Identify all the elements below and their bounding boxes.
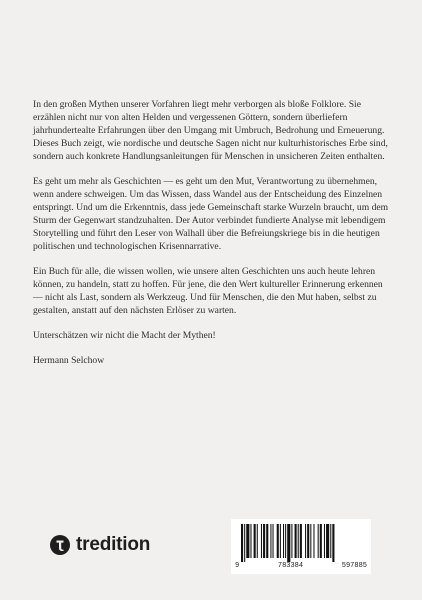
publisher-logo (50, 534, 150, 556)
barcode-bar (287, 524, 290, 562)
barcode-digits (235, 562, 367, 570)
barcode-bar (244, 524, 245, 562)
barcode-bar (270, 524, 271, 558)
blurb-paragraph-1: In den großen Mythen unserer Vorfahren liegt mehr verborgen als bloße Folklore. Sie erzählen nicht nur von alten Helden und vergessenen Göttern, sondern überliefern jahrhundertealte Erfahrungen über den Umgang mit Umbruch, Bedrohung und Erneuerung. Dieses Buch zeigt, wie nordische und deutsche Sagen nicht nur kulturhistorisches Erbe sind, sondern auch konkrete Handlungsanleitungen für Menschen in unsicheren Zeiten enthalten. (33, 99, 388, 163)
barcode-bar (313, 524, 314, 558)
author-name: Hermann Selchow (33, 354, 105, 366)
isbn-barcode (231, 519, 371, 574)
barcode-bar (305, 524, 306, 558)
barcode-first-digit: 9 (235, 562, 240, 570)
barcode-group-1: 783384 (277, 562, 304, 570)
barcode-bar (307, 524, 309, 558)
barcode-bar (295, 524, 297, 558)
barcode-bar (291, 524, 292, 558)
barcode-bar (298, 524, 299, 558)
barcode-bar (318, 524, 319, 558)
barcode-bar (310, 524, 311, 558)
barcode-bar (266, 524, 268, 558)
barcode-bar (280, 524, 281, 558)
barcode-bar (246, 524, 249, 558)
barcode-bars (239, 524, 363, 562)
tredition-logo-icon (50, 535, 70, 555)
barcode-bar (285, 524, 286, 558)
publisher-name: tredition (76, 534, 151, 555)
blurb-paragraph-3: Ein Buch für alle, die wissen wollen, wie unsere alten Geschichten uns auch heute lehren können, zu handeln, statt zu hoffen. Für jene, die den Wert kultureller Erinnerung erkennen — nicht als Last, sondern als Werkzeug. Und für Menschen, die den Mut haben, selbst zu gestalten, anstatt auf den nächsten Erlöser zu warten. (33, 266, 383, 317)
barcode-bar (250, 524, 251, 558)
barcode-bar (283, 524, 284, 558)
barcode-bar (332, 524, 334, 562)
barcode-bar (273, 524, 274, 558)
blurb-paragraph-2: Es geht um mehr als Geschichten — es geht um den Mut, Verantwortung zu übernehmen, wenn andere schweigen. Um das Wissen, dass Wandel aus der Entscheidung des Einzelnen entspringt. Und um die Erkenntnis, dass jede Gemeinschaft starke Wurzeln braucht, um dem Sturm der Gegenwart standzuhalten. Der Autor verbindet fundierte Analyse mit lebendigem Storytelling und führt den Leser von Walhall über die Befreiungskriege bis in die heutigen politischen und technologischen Krisennarrative. (33, 175, 389, 253)
barcode-bar (277, 524, 279, 558)
barcode-bar (330, 524, 331, 558)
barcode-bar (263, 524, 265, 558)
barcode-bar (320, 524, 322, 558)
blurb-text (33, 98, 393, 378)
barcode-bar (300, 524, 302, 558)
barcode-bar (241, 524, 243, 562)
barcode-bar (326, 524, 329, 558)
barcode-bar (257, 524, 258, 558)
barcode-bar (254, 524, 256, 558)
blurb-paragraph-4: Unterschätzen wir nicht die Macht der Mythen! (33, 329, 216, 341)
barcode-bar (324, 524, 325, 558)
barcode-bar (261, 524, 262, 558)
barcode-group-2: 597885 (341, 562, 367, 570)
